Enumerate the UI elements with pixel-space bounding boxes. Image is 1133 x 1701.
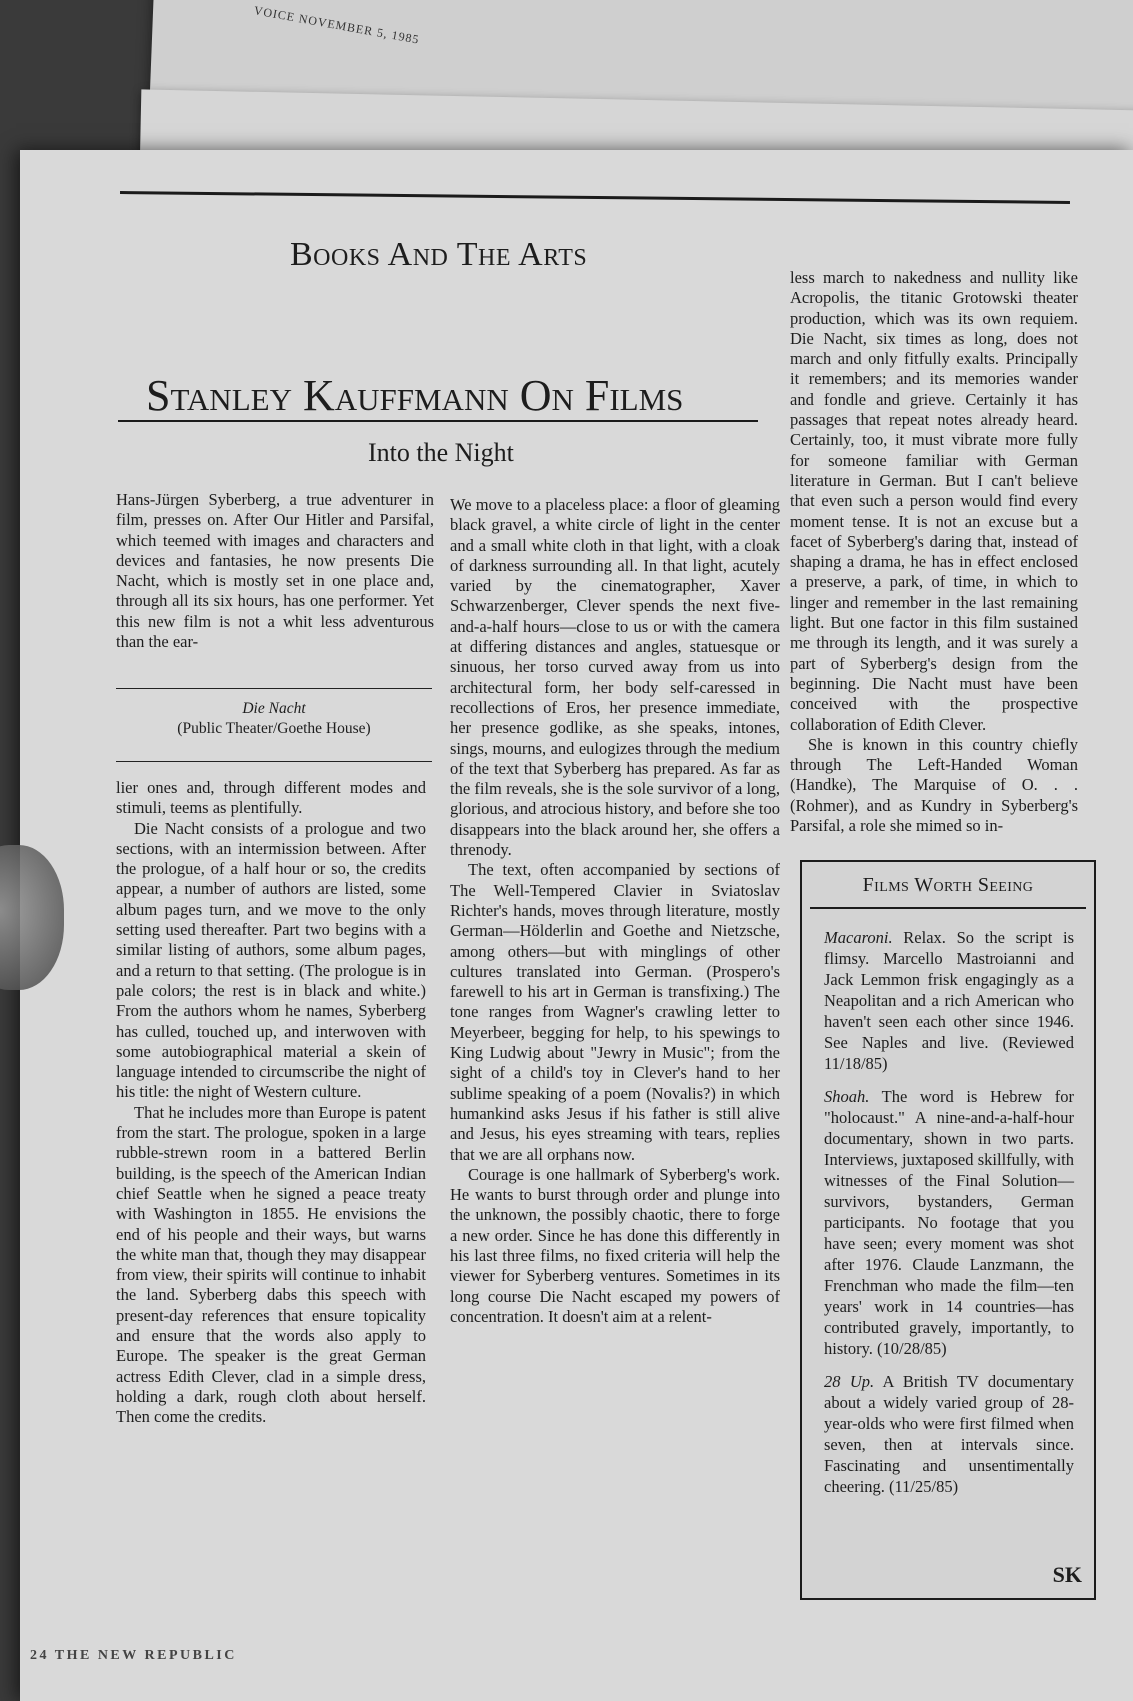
column-1-top: [116, 490, 434, 652]
film-entry: [824, 1371, 1074, 1497]
signature: SK: [1052, 1562, 1082, 1587]
column-2: [450, 495, 780, 1327]
films-worth-seeing-box: [800, 860, 1096, 1600]
film-title: Die Nacht: [242, 700, 306, 717]
paragraph: She is known in this country chiefly through The Left-Handed Woman (Handke), The Marquise of O. . . (Rohmer), and as Kundry in Syberberg's Parsifal, a role she mimed so in-: [790, 734, 1078, 836]
column-3: [790, 268, 1078, 836]
sidebar-title: Films Worth Seeing: [862, 874, 1034, 896]
film-entry-title: Shoah.: [824, 1086, 870, 1106]
film-entry: [824, 927, 1074, 1074]
paragraph: The text, often accompanied by sections of The Well-Tempered Clavier in Sviatoslav Richter's hands, moves through literature, mostly German—Hölderlin and Goethe and Nietzsche, among others—but with minglings of other cultures translated into German. (Prospero's farewell to his art in German is transfixing.) The tone ranges from Wagner's crawling letter to Meyerbeer, begging for help, to his spewings to King Ludwig about "Jewry in Music"; from the sight of a child's toy in Clever's hand to her sublime speaking of a poem (Novalis?) in which humankind asks Jesus if his father is still alive and Jesus, his eyes streaming with tears, replies that we are all orphans now.: [450, 860, 780, 1164]
title-rule: [118, 420, 758, 422]
paragraph: Hans-Jürgen Syberberg, a true adventurer in film, presses on. After Our Hitler and Parsifal, which teemed with images and characters and devices and fantasies, he now presents Die Nacht, which is mostly set in one place and, through all its six hours, has one performer. Yet this new film is not a whit less adventurous than the ear-: [116, 490, 434, 652]
film-entry-text: A British TV documentary about a widely varied group of 28-year-olds who were first filmed when seven, then at intervals since. Fascinating and unsentimentally cheering. (11/25/85): [824, 1371, 1074, 1496]
article-title: Stanley Kauffmann On Films: [146, 371, 684, 420]
paragraph: less march to nakedness and nullity like Acropolis, the titanic Grotowski theater production, which was its own requiem. Die Nacht, six times as long, does not march and only fitfully exalts. Principally it remembers; and its memories wander and fondle and grieve. Certainly it has passages that repeat notes already heard. Certainly, too, it must vibrate more fully for someone familiar with German literature in German. But I can't believe that even such a person would find every moment tense. It is not an excuse but a facet of Syberberg's daring that, instead of shaping a drama, he has in effect enclosed a preserve, a park, of time, in which to linger and remember in the last remaining light. But one factor in this film sustained me through its length, and it was surely a part of Syberberg's design from the beginning. Die Nacht must have been conceived with the prospective collaboration of Edith Clever.: [790, 268, 1078, 734]
paragraph: Die Nacht consists of a prologue and two sections, with an intermission between. After the prologue, of a half hour or so, the credits appear, a number of authors are listed, some album pages turn, and we move to the only setting used thereafter. Part two begins with a similar listing of authors, some album pages, and a return to that setting. (The prologue is in pale colors; the rest is in black and white.) From the authors whom he names, Syberberg has culled, touched up, and interwoven with some autobiographical material a skein of language intended to circumscribe the night of his title: the night of Western culture.: [116, 818, 426, 1102]
sidebar-entries: [802, 909, 1094, 1497]
paragraph: Courage is one hallmark of Syberberg's work. He wants to burst through order and plunge into the unknown, the possibly chaotic, there to forge a new order. Since he has done this differently in his last three films, no fixed criteria will help the viewer for Syberberg ventures. Sometimes in its long course Die Nacht escaped my powers of concentration. It doesn't aim at a relent-: [450, 1164, 780, 1326]
film-entry-title: 28 Up.: [824, 1371, 875, 1391]
section-title: Books And The Arts: [290, 236, 588, 273]
running-head: VOICE NOVEMBER 5, 1985: [252, 3, 421, 47]
paragraph: We move to a placeless place: a floor of gleaming black gravel, a white circle of light in the center and a small white cloth in that light, with a cloak of darkness surrounding all. In that light, acutely varied by the cinematographer, Xaver Schwarzenberger, Clever spends the next five-and-a-half hours—close to us or with the camera at differing distances and angles, statuesque or sinuous, her torso curved away from us into architectural form, her body self-caressed in recollections of Eros, her presence immediate, her presence godlike, as she speaks, intones, sings, mourns, and eulogizes through the medium of the text that Syberberg has prepared. As far as the film reveals, she is the sole survivor of a long, glorious, and atrocious history, and before she too disappears into the black around her, she offers a threnody.: [450, 495, 780, 860]
film-entry: [824, 1086, 1074, 1359]
paragraph: lier ones and, through different modes and stimuli, teems as plentifully.: [116, 778, 426, 818]
paragraph: That he includes more than Europe is patent from the start. The prologue, spoken in a large rubble-strewn room in a battered Berlin building, is the speech of the American Indian chief Seattle when he signed a peace treaty with Washington in 1855. He envisions the end of his people and their ways, but warns the white man that, though they may disappear from view, their spirits will continue to inhabit the land. Syberberg dabs this speech with present-day references that ensure topicality and ensure that the words also apply to Europe. The speaker is the great German actress Edith Clever, clad in a simple dress, holding a dark, rough cloth about herself. Then come the credits.: [116, 1102, 426, 1427]
film-entry-text: The word is Hebrew for "holocaust." A nine-and-a-half-hour documentary, shown in two parts. Interviews, juxtaposed skillfully, with witnesses of the Final Solution—survivors, bystanders, German participants. No footage that you have seen; every moment was shot after 1976. Claude Lanzmann, the Frenchman who made the film—ten years' work in 14 countries—has contributed gravely, importantly, to history. (10/28/85): [824, 1086, 1074, 1358]
film-entry-title: Macaroni.: [824, 927, 893, 947]
film-venue: (Public Theater/Goethe House): [177, 720, 371, 737]
film-info-box: [116, 688, 432, 762]
article-subtitle: Into the Night: [368, 438, 514, 467]
film-entry-text: Relax. So the script is flimsy. Marcello Mastroianni and Jack Lemmon frisk engagingly as a Neapolitan and a rich American who haven't seen each other since 1946. See Naples and live. (Reviewed 11/18/85): [824, 927, 1074, 1073]
column-1-bottom: [116, 778, 426, 1428]
page-footer: 24 THE NEW REPUBLIC: [30, 1648, 237, 1663]
